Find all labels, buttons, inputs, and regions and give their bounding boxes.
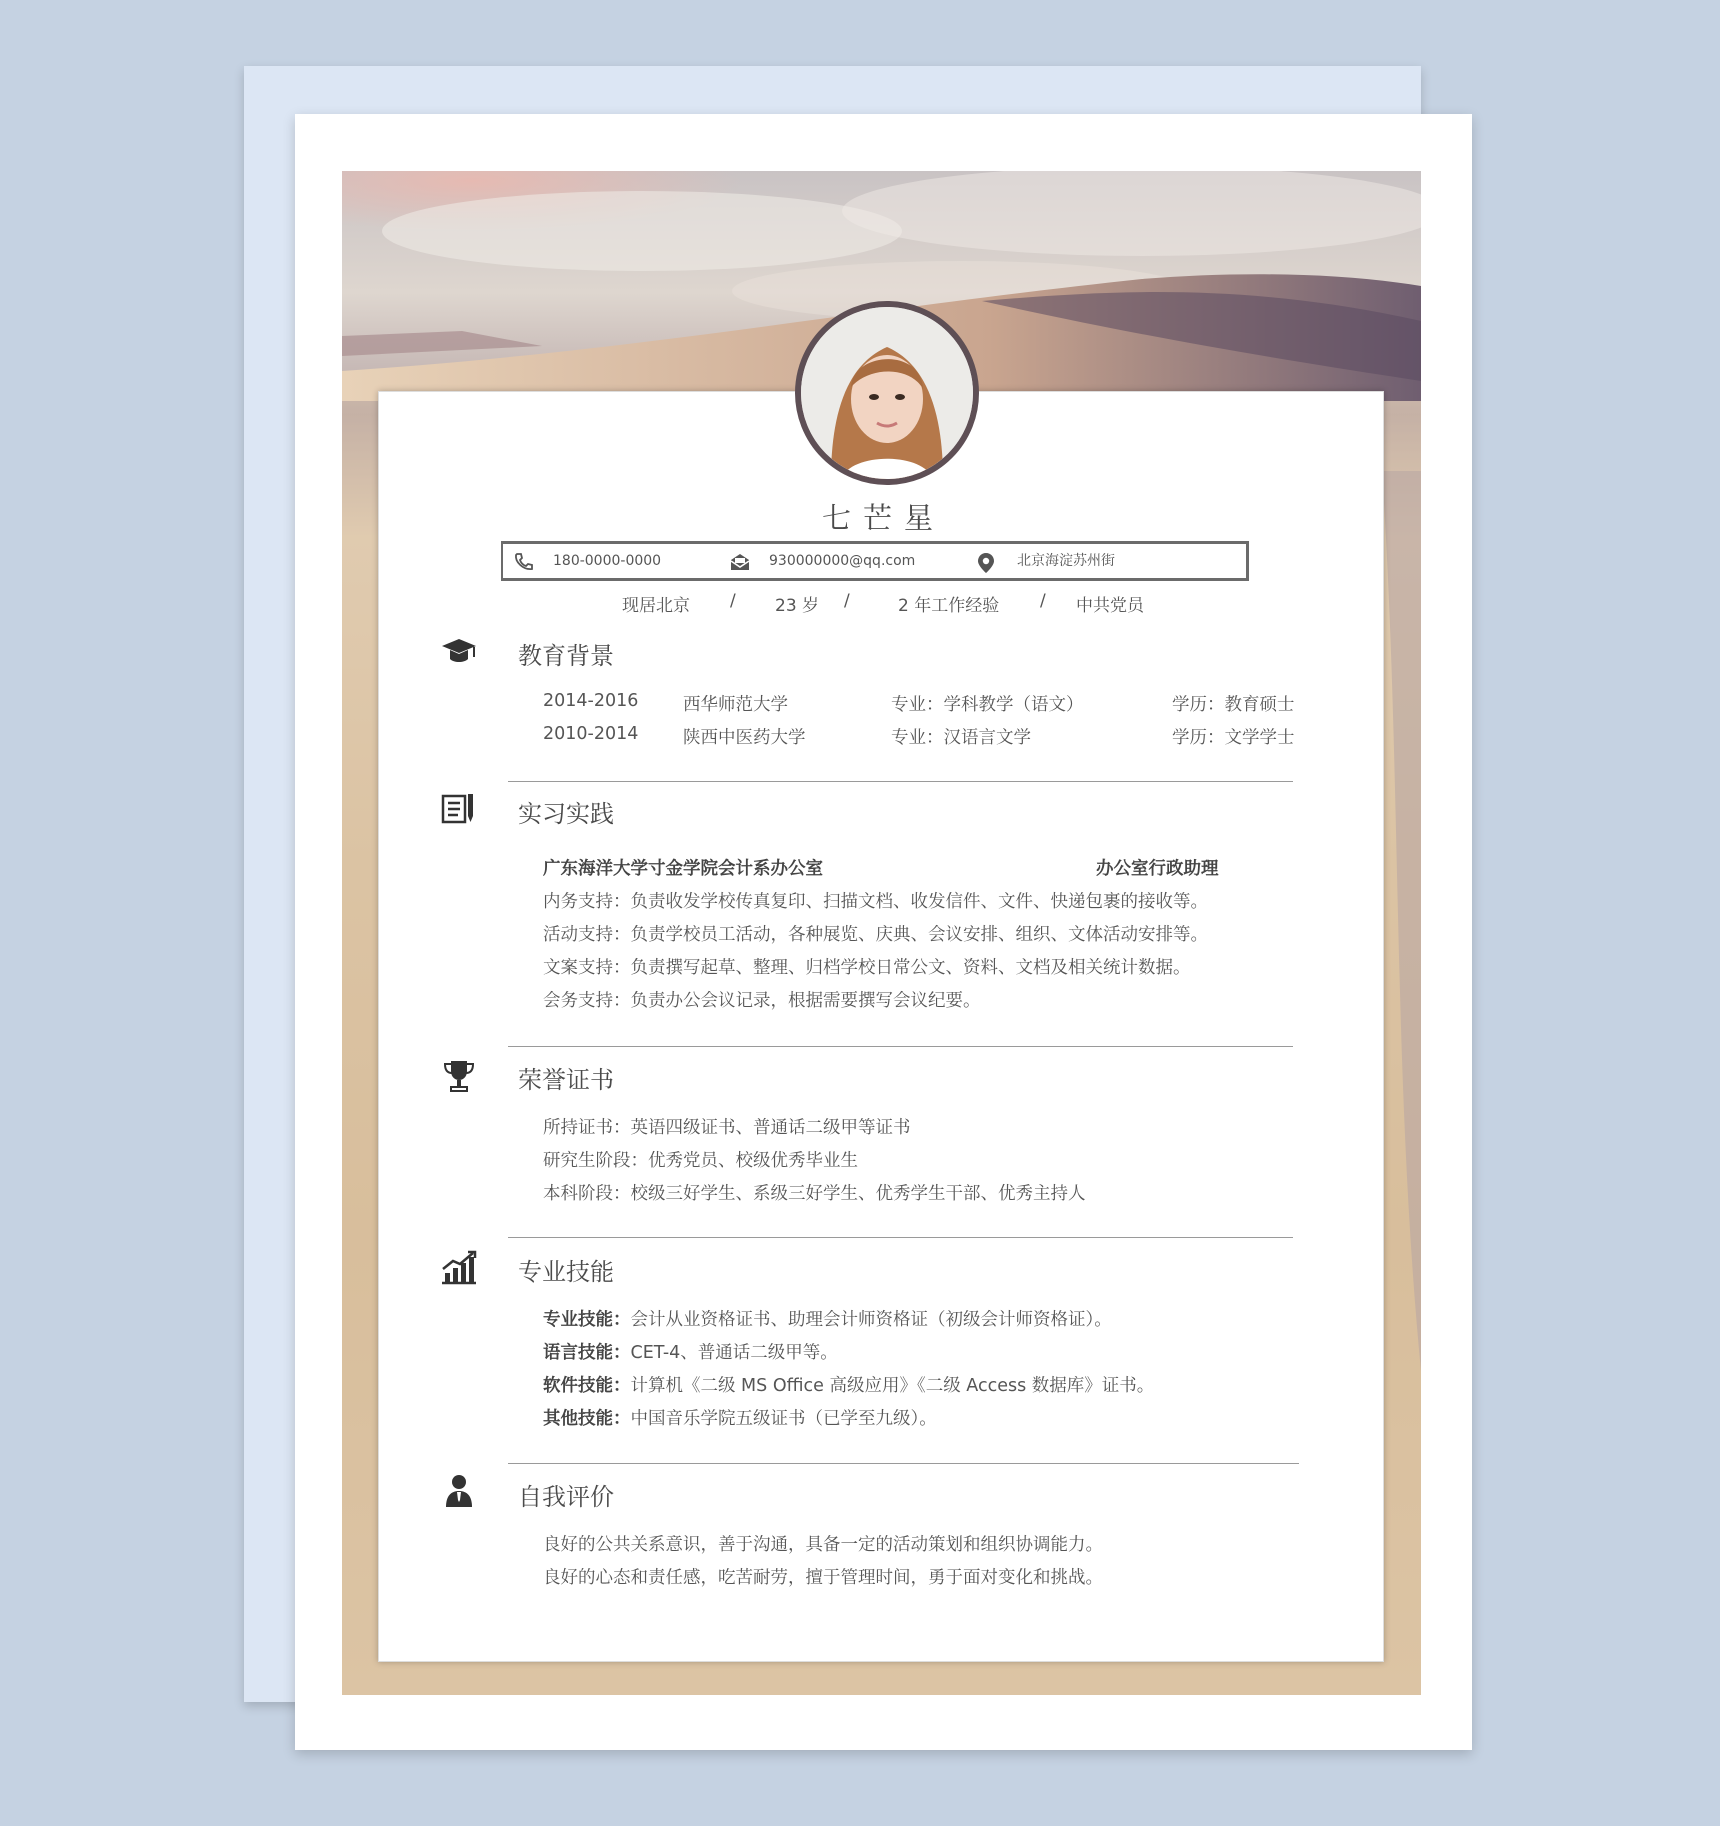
skill-text: 中国音乐学院五级证书（已学至九级）。 [630, 1409, 937, 1429]
education-school: 陕西中医药大学 [683, 728, 806, 748]
meta-residence: 现居北京 [622, 596, 690, 616]
meta-political-status: 中共党员 [1076, 596, 1144, 616]
self-evaluation-line: 良好的心态和责任感，吃苦耐劳，擅于管理时间，勇于面对变化和挑战。 [543, 1568, 1103, 1588]
document-pen-icon [440, 790, 478, 828]
internship-organization: 广东海洋大学寸金学院会计系办公室 [543, 859, 823, 879]
meta-age: 23 岁 [775, 596, 820, 616]
internship-duty: 文案支持：负责撰写起草、整理、归档学校日常公文、资料、文档及相关统计数据。 [543, 958, 1191, 978]
resume-sheet [295, 114, 1472, 1750]
skill-item [543, 1339, 838, 1364]
skill-text: CET-4、普通话二级甲等。 [630, 1343, 838, 1363]
honor-item: 所持证书：英语四级证书、普通话二级甲等证书 [543, 1118, 911, 1138]
education-years: 2014-2016 [543, 691, 639, 711]
meta-experience: 2 年工作经验 [898, 596, 1000, 616]
resume-card [378, 391, 1384, 1662]
section-divider [508, 1463, 1299, 1464]
education-major: 专业：学科教学（语文） [891, 695, 1084, 715]
internship-duty: 会务支持：负责办公会议记录，根据需要撰写会议纪要。 [543, 991, 981, 1011]
trophy-icon [440, 1058, 478, 1096]
honors-title: 荣誉证书 [518, 1066, 614, 1094]
skill-label: 软件技能： [543, 1376, 631, 1396]
skills-title: 专业技能 [518, 1258, 614, 1286]
self-evaluation-title: 自我评价 [518, 1483, 614, 1511]
home-address: 北京海淀苏州街 [1017, 553, 1115, 569]
skill-item [543, 1372, 1154, 1397]
phone-icon [513, 552, 533, 572]
internship-role: 办公室行政助理 [1096, 859, 1219, 879]
avatar [795, 301, 979, 485]
skill-label: 其他技能： [543, 1409, 631, 1429]
meta-separator: / [844, 591, 850, 611]
self-evaluation-line: 良好的公共关系意识，善于沟通，具备一定的活动策划和组织协调能力。 [543, 1535, 1103, 1555]
internship-duty: 活动支持：负责学校员工活动，各种展览、庆典、会议安排、组织、文体活动安排等。 [543, 925, 1208, 945]
skill-label: 语言技能： [543, 1343, 631, 1363]
education-years: 2010-2014 [543, 724, 639, 744]
skill-label: 专业技能： [543, 1310, 631, 1330]
meta-separator: / [1040, 591, 1046, 611]
location-pin-icon [977, 552, 995, 574]
candidate-name: 七芒星 [821, 501, 945, 535]
education-major: 专业：汉语言文学 [891, 728, 1031, 748]
skill-text: 会计从业资格证书、助理会计师资格证（初级会计师资格证）。 [630, 1310, 1112, 1330]
section-divider [508, 1237, 1293, 1238]
bar-chart-icon [440, 1249, 478, 1287]
internship-title: 实习实践 [518, 800, 614, 828]
honor-item: 研究生阶段：优秀党员、校级优秀毕业生 [543, 1151, 858, 1171]
internship-duty: 内务支持：负责收发学校传真复印、扫描文档、收发信件、文件、快递包裹的接收等。 [543, 892, 1208, 912]
education-degree: 学历：教育硕士 [1172, 695, 1295, 715]
meta-separator: / [730, 591, 736, 611]
phone-number: 180-0000-0000 [553, 553, 662, 569]
skill-item [543, 1306, 1112, 1331]
education-title: 教育背景 [518, 642, 614, 670]
section-divider [508, 781, 1293, 782]
contact-bar [501, 541, 1249, 581]
section-divider [508, 1046, 1293, 1047]
graduation-cap-icon [440, 632, 478, 670]
education-degree: 学历：文学学士 [1172, 728, 1295, 748]
email-address: 930000000@qq.com [769, 553, 916, 569]
envelope-icon [729, 552, 751, 572]
honor-item: 本科阶段：校级三好学生、系级三好学生、优秀学生干部、优秀主持人 [543, 1184, 1086, 1204]
skill-text: 计算机《二级 MS Office 高级应用》《二级 Access 数据库》证书。 [630, 1376, 1155, 1396]
person-icon [440, 1472, 478, 1510]
education-school: 西华师范大学 [683, 695, 788, 715]
skill-item [543, 1405, 937, 1430]
